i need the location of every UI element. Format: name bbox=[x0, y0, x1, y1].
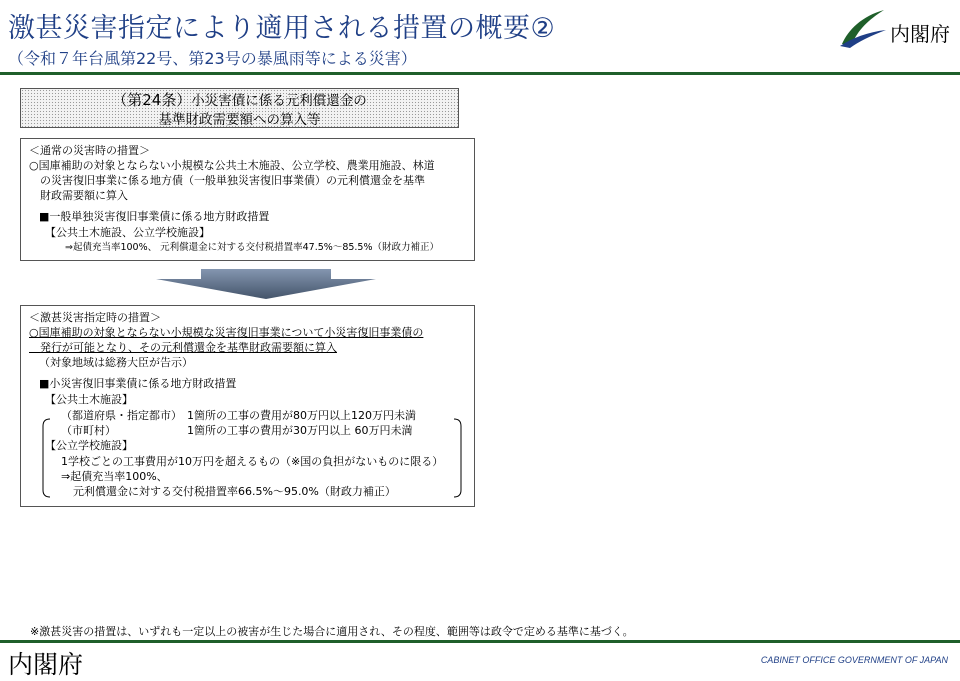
logo-text: 内閣府 bbox=[890, 22, 950, 46]
normal-facility: 【公共土木施設、公立学校施設】 bbox=[45, 226, 210, 239]
severe-rate-line-2: 元利償還金に対する交付税措置率66.5%～95.0%（財政力補正） bbox=[73, 485, 396, 498]
severe-disaster-box bbox=[20, 305, 475, 507]
public-works-label-municipality: （市町村） bbox=[61, 424, 116, 437]
public-works-value-prefecture: 1箇所の工事の費用が80万円以上120万円未満 bbox=[187, 409, 416, 422]
public-works-title: 【公共土木施設】 bbox=[45, 393, 133, 406]
normal-heading: ＜通常の災害時の措置＞ bbox=[29, 144, 150, 157]
cabinet-office-emblem-icon bbox=[838, 8, 888, 48]
public-works-label-prefecture: （都道府県・指定都市） bbox=[61, 409, 182, 422]
severe-note: （対象地域は総務大臣が告示） bbox=[39, 356, 193, 369]
severe-line-1: ○国庫補助の対象とならない小規模な災害復旧事業について小災害復旧事業債の bbox=[29, 326, 424, 339]
footer-english-name: CABINET OFFICE GOVERNMENT OF JAPAN bbox=[760, 655, 948, 665]
article-title-box bbox=[20, 88, 459, 128]
right-bracket-icon bbox=[453, 418, 463, 498]
severe-line-2: 発行が可能となり、その元利償還金を基準財政需要額に算入 bbox=[29, 341, 337, 354]
article-title-line1: 小災害債に係る元利償還金の bbox=[191, 93, 367, 109]
normal-rate: ⇒起債充当率100%、 元利償還金に対する交付税措置率47.5%～85.5%（財政力補正） bbox=[65, 242, 439, 253]
left-bracket-icon bbox=[41, 418, 51, 498]
school-title: 【公立学校施設】 bbox=[45, 439, 133, 452]
down-arrow-icon bbox=[156, 269, 376, 299]
header-divider bbox=[0, 72, 960, 75]
public-works-value-municipality: 1箇所の工事の費用が30万円以上 60万円未満 bbox=[187, 424, 413, 437]
severe-rate-line-1: ⇒起債充当率100%、 bbox=[61, 470, 168, 483]
page-title: 激甚災害指定により適用される措置の概要② bbox=[8, 13, 556, 44]
article-title-line2: 基準財政需要額への算入等 bbox=[158, 112, 321, 128]
normal-line-2: の災害復旧事業に係る地方債（一般単独災害復旧事業債）の元利償還金を基準 bbox=[29, 174, 425, 187]
page-subtitle: （令和７年台風第22号、第23号の暴風雨等による災害） bbox=[8, 49, 417, 68]
normal-disaster-box bbox=[20, 138, 475, 261]
cabinet-office-logo bbox=[838, 8, 950, 48]
school-line: 1学校ごとの工事費用が10万円を超えるもの（※国の負担がないものに限る） bbox=[61, 455, 444, 468]
article-number: （第24条） bbox=[112, 91, 192, 109]
footer-logo-text: 内閣府 bbox=[8, 650, 84, 679]
footnote: ※激甚災害の措置は、いずれも一定以上の被害が生じた場合に適用され、その程度、範囲等は政令で定める基準に基づく。 bbox=[30, 625, 634, 638]
severe-measure-title: ■小災害復旧事業債に係る地方財政措置 bbox=[39, 377, 237, 390]
severe-heading: ＜激甚災害指定時の措置＞ bbox=[29, 311, 161, 324]
footer-divider bbox=[0, 640, 960, 643]
normal-line-3: 財政需要額に算入 bbox=[29, 189, 128, 202]
normal-measure-title: ■一般単独災害復旧事業債に係る地方財政措置 bbox=[39, 210, 270, 223]
normal-line-1: ○国庫補助の対象とならない小規模な公共土木施設、公立学校、農業用施設、林道 bbox=[29, 159, 435, 172]
